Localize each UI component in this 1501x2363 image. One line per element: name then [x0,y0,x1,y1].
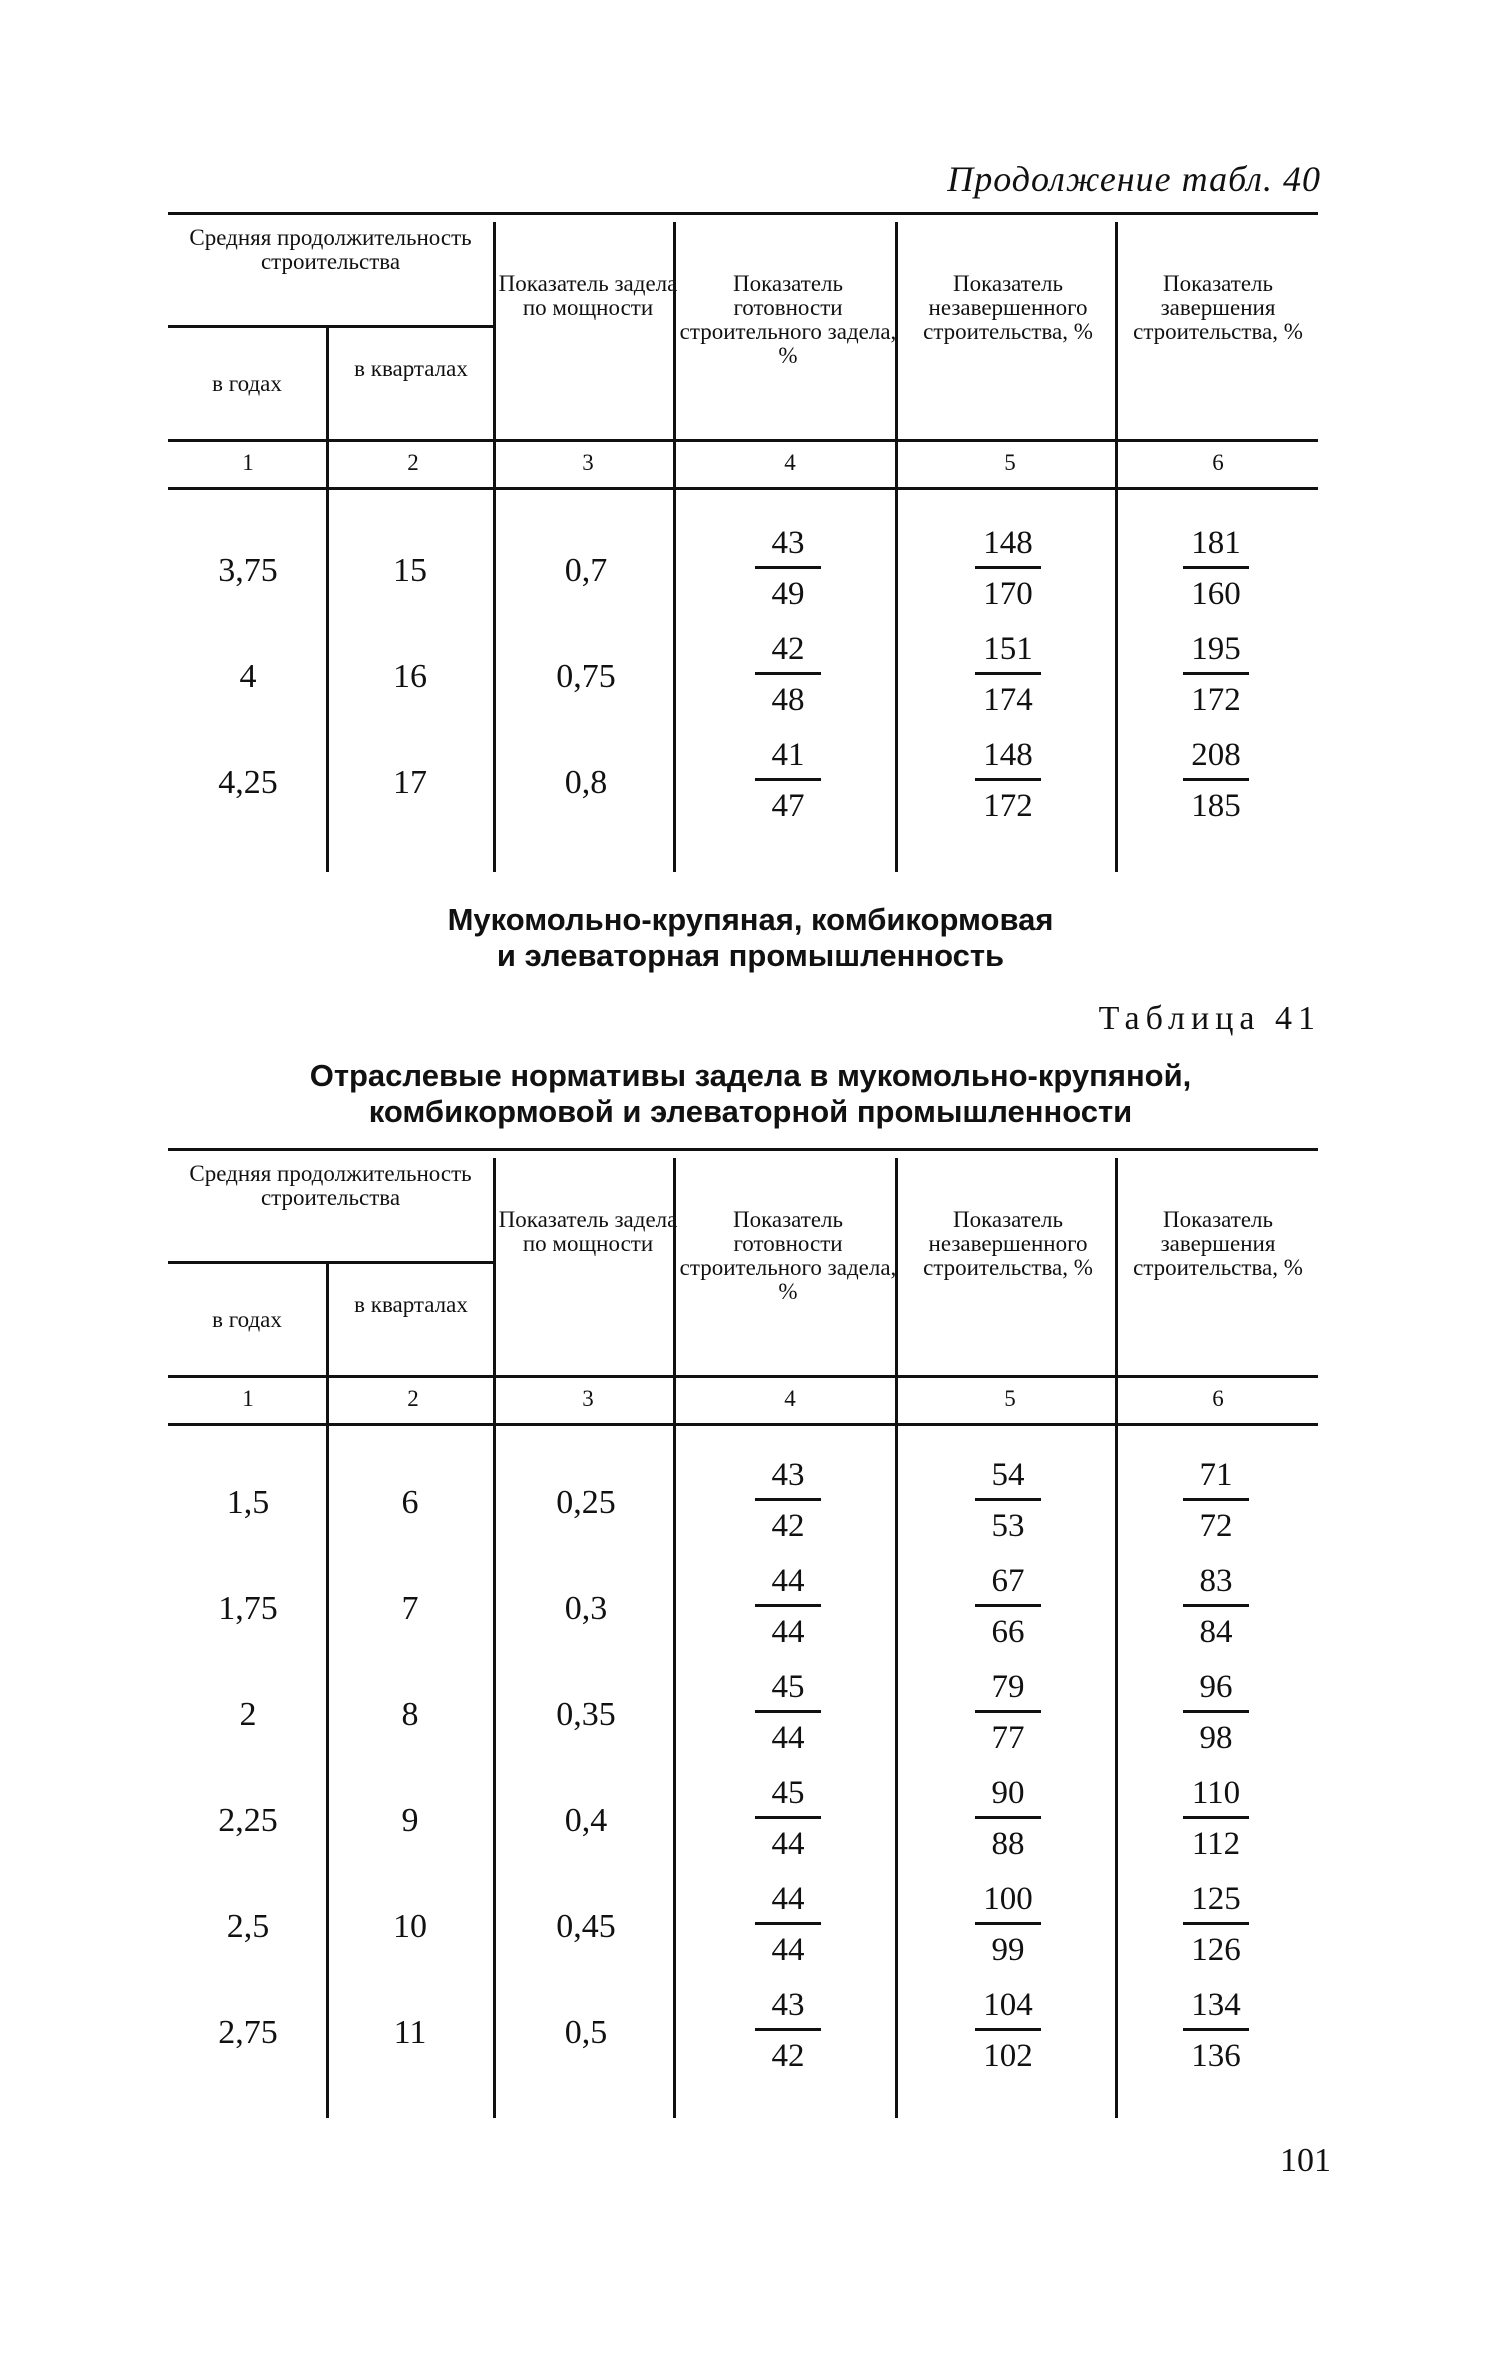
col-number-1: 1 [242,450,254,475]
fraction-bar [975,778,1041,781]
header-completion: Показатель завершения строительства, % [1133,1207,1303,1280]
t41-row6-years: 2,75 [218,2014,278,2051]
t41-row1-ready [728,1456,848,1545]
t41-row5-ready [728,1880,848,1969]
t41-row2-ready [728,1562,848,1651]
t41-row3-completion-num: 96 [1199,1669,1233,1705]
t40-row3-completion-den: 185 [1191,788,1241,824]
fraction-bar [755,672,821,675]
t41-row3-capacity: 0,35 [556,1696,616,1733]
t41-row6-ready [728,1986,848,2075]
col-number-5: 5 [1004,1386,1016,1411]
t41-row4-ready [728,1774,848,1863]
t41-row3-unfinished-num: 79 [991,1669,1025,1705]
header-capacity: Показатель задела по мощности [498,271,678,320]
header-years: в годах [212,371,282,396]
t41-row1-unfinished-den: 53 [991,1508,1025,1544]
t41-row2-completion-den: 84 [1199,1614,1233,1650]
t41-row2-completion [1156,1562,1276,1651]
t40-row2-quarters: 16 [393,658,427,695]
fraction-bar [975,1710,1041,1713]
t41-row4-completion [1156,1774,1276,1863]
t40-row2-capacity: 0,75 [556,658,616,695]
header-completion: Показатель завершения строительства, % [1133,271,1303,344]
t41-row6-completion-num: 134 [1191,1987,1241,2023]
table-41 [168,1148,1318,2118]
t40-row2-unfinished-num: 151 [983,631,1033,667]
table-top-rule [168,212,1318,215]
t41-row3-completion-den: 98 [1199,1720,1233,1756]
col-divider-4 [895,222,898,872]
t40-row2-ready-den: 48 [771,682,805,718]
t40-row1-completion-den: 160 [1191,576,1241,612]
t40-row3-ready-num: 41 [771,737,805,773]
t41-row2-unfinished-num: 67 [991,1563,1025,1599]
header-readiness: Показатель готовности строительного задела, % [679,271,897,368]
t40-row2-unfinished-den: 174 [983,682,1033,718]
t41-row4-quarters: 9 [401,1802,419,1839]
header-unfinished: Показатель незавершенного строительства, % [923,1207,1093,1280]
col-number-6: 6 [1212,1386,1224,1411]
t41-row4-capacity: 0,4 [564,1802,608,1839]
t40-row2-ready [728,630,848,719]
fraction-bar [1183,1604,1249,1607]
t41-row2-quarters: 7 [401,1590,419,1627]
header-group-rule [168,1261,493,1264]
t41-row1-unfinished-num: 54 [991,1457,1025,1493]
t40-row1-ready-den: 49 [771,576,805,612]
t40-row1-unfinished-num: 148 [983,525,1033,561]
header-years: в годах [212,1307,282,1332]
t41-row6-unfinished [948,1986,1068,2075]
t41-row3-ready-num: 45 [771,1669,805,1705]
fraction-bar [975,672,1041,675]
t41-row2-ready-num: 44 [771,1563,805,1599]
t41-row2-unfinished-den: 66 [991,1614,1025,1650]
t41-row5-unfinished-num: 100 [983,1881,1033,1917]
page-number: 101 [1280,2142,1331,2179]
table-41-title-line-2: комбикормовой и элеваторной промышленности [368,1094,1133,1129]
table-41-label: Таблица 41 [1098,1000,1321,1037]
t41-row4-unfinished-num: 90 [991,1775,1025,1811]
t40-row2-completion-den: 172 [1191,682,1241,718]
col-divider-2 [493,222,496,872]
fraction-bar [1183,1922,1249,1925]
t40-row1-completion [1156,524,1276,613]
fraction-bar [1183,2028,1249,2031]
header-unfinished: Показатель незавершенного строительства, % [923,271,1093,344]
col-divider-3 [673,1158,676,2118]
t41-row6-capacity: 0,5 [564,2014,608,2051]
t41-row4-ready-num: 45 [771,1775,805,1811]
fraction-bar [975,2028,1041,2031]
t41-row2-ready-den: 44 [771,1614,805,1650]
fraction-bar [1183,566,1249,569]
t41-row5-ready-den: 44 [771,1932,805,1968]
table-40 [168,212,1318,872]
header-quarters: в кварталах [354,1292,468,1317]
header-bottom-rule [168,1375,1318,1378]
t41-row3-unfinished [948,1668,1068,1757]
t41-row6-ready-den: 42 [771,2038,805,2074]
t40-row2-completion-num: 195 [1191,631,1241,667]
t40-row3-completion-num: 208 [1191,737,1241,773]
t41-row6-quarters: 11 [393,2014,427,2051]
t41-row4-completion-den: 112 [1191,1826,1241,1862]
t41-row6-completion [1156,1986,1276,2075]
t41-row3-ready-den: 44 [771,1720,805,1756]
t41-row5-unfinished-den: 99 [991,1932,1025,1968]
header-capacity: Показатель задела по мощности [498,1207,678,1256]
t40-row1-ready-num: 43 [771,525,805,561]
t41-row5-ready-num: 44 [771,1881,805,1917]
numbers-bottom-rule [168,1423,1318,1426]
t41-row2-capacity: 0,3 [564,1590,608,1627]
header-duration-group: Средняя продолжительность строительства [189,225,472,274]
t41-row5-completion [1156,1880,1276,1969]
table-top-rule [168,1148,1318,1151]
t40-row2-ready-num: 42 [771,631,805,667]
t40-row1-quarters: 15 [393,552,427,589]
fraction-bar [755,1922,821,1925]
t41-row2-unfinished [948,1562,1068,1651]
t41-row1-completion [1156,1456,1276,1545]
t40-row3-quarters: 17 [393,764,427,801]
t41-row4-ready-den: 44 [771,1826,805,1862]
col-number-6: 6 [1212,450,1224,475]
fraction-bar [755,2028,821,2031]
t41-row3-ready [728,1668,848,1757]
col-number-2: 2 [407,1386,419,1411]
col-divider-4 [895,1158,898,2118]
table-41-title-line-1: Отраслевые нормативы задела в мукомольно-крупяной, [309,1058,1192,1093]
t40-row1-years: 3,75 [218,552,278,589]
t41-row5-quarters: 10 [393,1908,427,1945]
col-number-1: 1 [242,1386,254,1411]
fraction-bar [975,1498,1041,1501]
t41-row1-years: 1,5 [226,1484,270,1521]
section-title-line-2: и элеваторная промышленность [496,938,1005,973]
col-number-3: 3 [582,450,594,475]
t41-row4-years: 2,25 [218,1802,278,1839]
col-divider-1 [326,325,329,872]
header-readiness: Показатель готовности строительного задела, % [679,1207,897,1304]
numbers-bottom-rule [168,487,1318,490]
t40-row1-unfinished [948,524,1068,613]
col-divider-1 [326,1261,329,2118]
t40-row3-completion [1156,736,1276,825]
t41-row1-unfinished [948,1456,1068,1545]
t41-row5-unfinished [948,1880,1068,1969]
section-title [0,902,1501,974]
t40-row2-years: 4 [239,658,257,695]
fraction-bar [975,1604,1041,1607]
col-number-2: 2 [407,450,419,475]
t41-row5-years: 2,5 [226,1908,270,1945]
fraction-bar [755,778,821,781]
t40-row3-unfinished-num: 148 [983,737,1033,773]
fraction-bar [1183,778,1249,781]
continuation-title: Продолжение табл. 40 [947,159,1321,199]
t41-row6-ready-num: 43 [771,1987,805,2023]
table-41-title [0,1058,1501,1130]
t41-row1-capacity: 0,25 [556,1484,616,1521]
t41-row4-unfinished [948,1774,1068,1863]
t41-row5-capacity: 0,45 [556,1908,616,1945]
fraction-bar [975,1922,1041,1925]
t41-row1-quarters: 6 [401,1484,419,1521]
fraction-bar [1183,1710,1249,1713]
col-divider-3 [673,222,676,872]
t40-row3-ready [728,736,848,825]
t40-row3-ready-den: 47 [771,788,805,824]
t41-row1-completion-den: 72 [1199,1508,1233,1544]
t41-row6-completion-den: 136 [1191,2038,1241,2074]
col-number-4: 4 [784,450,796,475]
t41-row5-completion-num: 125 [1191,1881,1241,1917]
t40-row3-unfinished-den: 172 [983,788,1033,824]
section-title-line-1: Мукомольно-крупяная, комбикормовая [447,902,1054,937]
col-divider-2 [493,1158,496,2118]
t41-row3-unfinished-den: 77 [991,1720,1025,1756]
fraction-bar [975,566,1041,569]
col-divider-5 [1115,1158,1118,2118]
header-quarters: в кварталах [354,356,468,381]
t41-row1-ready-num: 43 [771,1457,805,1493]
t41-row1-completion-num: 71 [1199,1457,1233,1493]
t41-row2-completion-num: 83 [1199,1563,1233,1599]
col-number-3: 3 [582,1386,594,1411]
t41-row3-years: 2 [239,1696,257,1733]
col-number-4: 4 [784,1386,796,1411]
fraction-bar [975,1816,1041,1819]
t41-row3-completion [1156,1668,1276,1757]
t41-row6-unfinished-den: 102 [983,2038,1033,2074]
fraction-bar [1183,672,1249,675]
t41-row3-quarters: 8 [401,1696,419,1733]
t41-row2-years: 1,75 [218,1590,278,1627]
fraction-bar [1183,1816,1249,1819]
t40-row2-completion [1156,630,1276,719]
t40-row1-ready [728,524,848,613]
t41-row4-completion-num: 110 [1191,1775,1241,1811]
fraction-bar [1183,1498,1249,1501]
t40-row1-capacity: 0,7 [564,552,608,589]
header-duration-group: Средняя продолжительность строительства [189,1161,472,1210]
t41-row4-unfinished-den: 88 [991,1826,1025,1862]
t41-row5-completion-den: 126 [1191,1932,1241,1968]
t41-row6-unfinished-num: 104 [983,1987,1033,2023]
fraction-bar [755,566,821,569]
fraction-bar [755,1498,821,1501]
fraction-bar [755,1710,821,1713]
header-bottom-rule [168,439,1318,442]
header-group-rule [168,325,493,328]
t40-row3-capacity: 0,8 [564,764,608,801]
fraction-bar [755,1604,821,1607]
t40-row3-years: 4,25 [218,764,278,801]
t41-row1-ready-den: 42 [771,1508,805,1544]
col-divider-5 [1115,222,1118,872]
t40-row1-unfinished-den: 170 [983,576,1033,612]
fraction-bar [755,1816,821,1819]
t40-row3-unfinished [948,736,1068,825]
t40-row2-unfinished [948,630,1068,719]
col-number-5: 5 [1004,450,1016,475]
t40-row1-completion-num: 181 [1191,525,1241,561]
